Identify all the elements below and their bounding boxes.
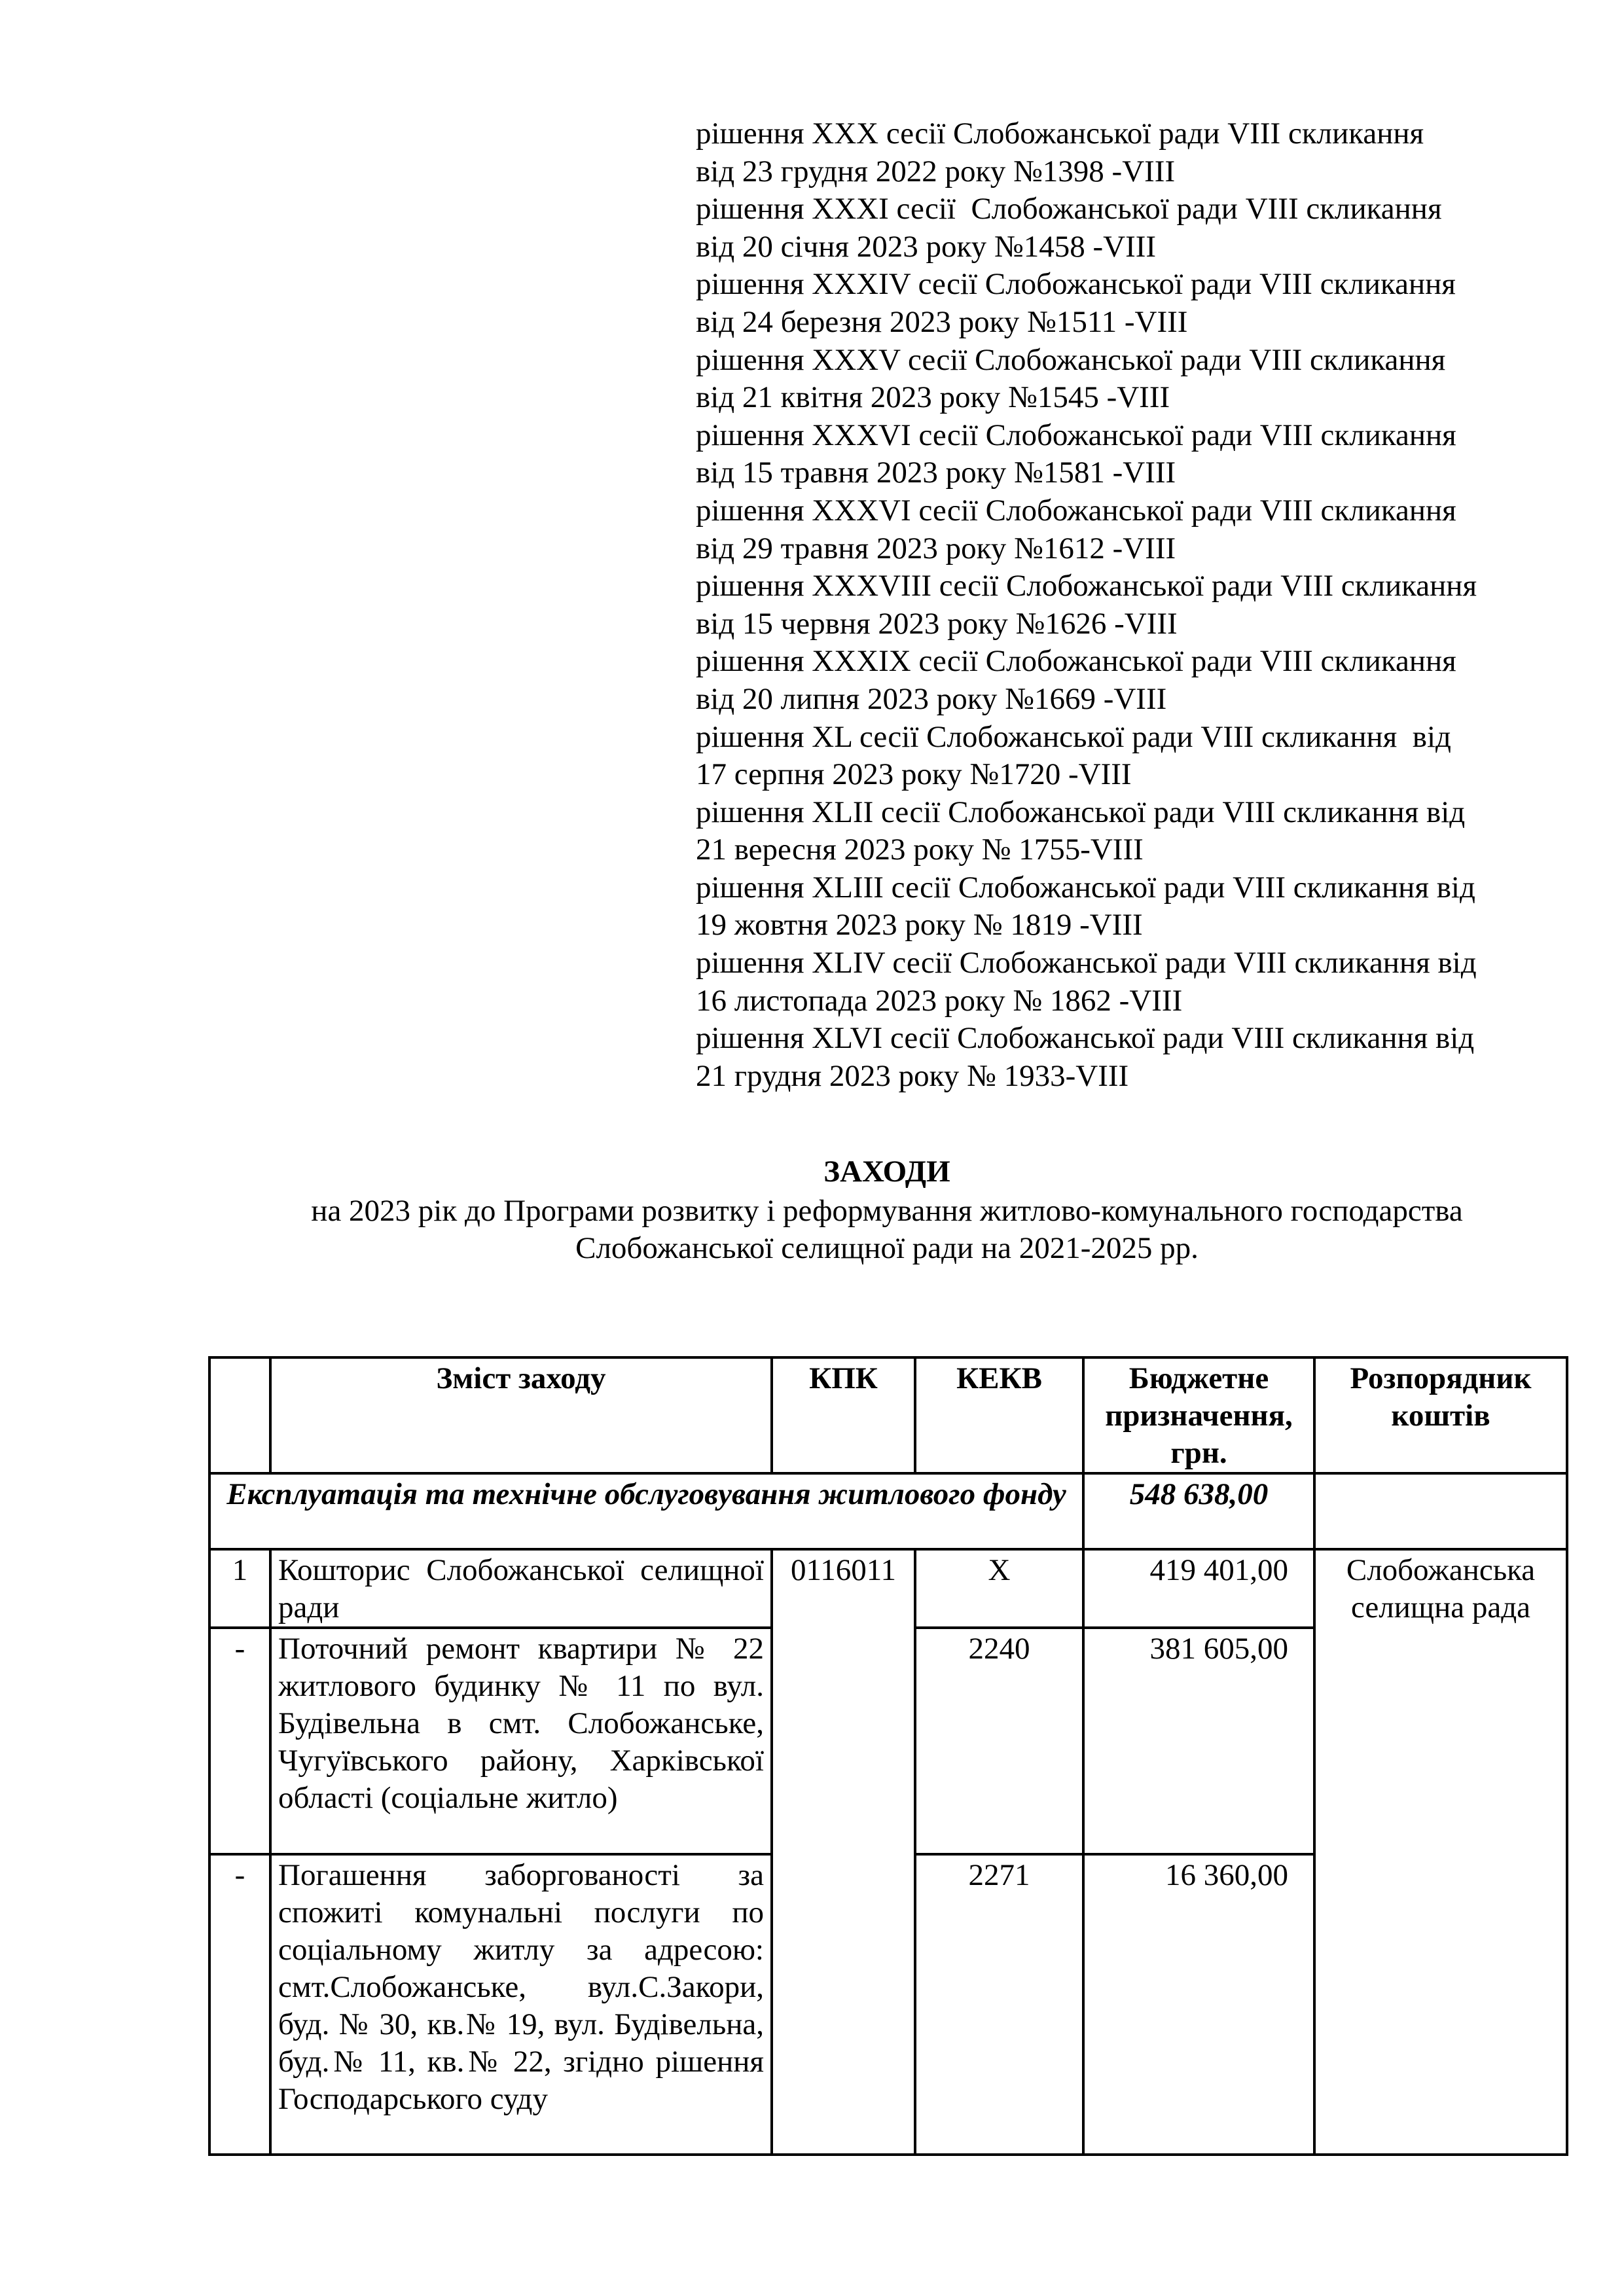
decision-line: 21 вересня 2023 року № 1755-VIII (696, 833, 1144, 867)
decision-line: від 23 грудня 2022 року №1398 -VIII (696, 154, 1176, 188)
decision-line: рішення XLIV сесії Слобожанської ради VIII скликання від (696, 946, 1477, 980)
decision-line: 21 грудня 2023 року № 1933-VIII (696, 1058, 1129, 1093)
section-manager (1314, 1473, 1567, 1549)
measures-table (208, 1356, 1568, 2156)
header-kekv: КЕКВ (915, 1357, 1083, 1473)
decision-line: 16 листопада 2023 року № 1862 -VIII (696, 983, 1183, 1018)
row-kekv: 2271 (915, 1854, 1083, 2155)
row-number: - (209, 1854, 270, 2155)
row-manager: Слобожанська селищна рада (1314, 1549, 1567, 2155)
decision-line: від 20 липня 2023 року №1669 -VIII (696, 681, 1167, 716)
decision-line: від 15 травня 2023 року №1581 -VIII (696, 456, 1176, 490)
decision-line: від 15 червня 2023 року №1626 -VIII (696, 606, 1178, 641)
header-budget: Бюджетне призначення, грн. (1083, 1357, 1314, 1473)
section-budget: 548 638,00 (1083, 1473, 1314, 1549)
row-kekv: X (915, 1549, 1083, 1628)
table-section-row (209, 1473, 1567, 1549)
row-content: Поточний ремонт квартири № 22 житлового будинку № 11 по вул. Будівельна в смт. Слобожанське, Чугуївського району, Харківської області (соціальне житло) (270, 1628, 772, 1854)
row-content: Погашення заборгованості за спожиті комунальні послуги по соціальному житлу за адресою: смт.Слобожанське, вул.С.Закори, буд. № 30, кв.№ 19, вул. Будівельна, буд.№ 11, кв.№ 22, згідно рішення Господарського суду (270, 1854, 772, 2155)
decision-line: рішення XLVI сесії Слобожанської ради VIII скликання від (696, 1021, 1475, 1056)
decision-line: 17 серпня 2023 року №1720 -VIII (696, 757, 1132, 792)
decision-line: рішення XXXV сесії Слобожанської ради VIII скликання (696, 342, 1446, 377)
decision-line: рішення XXXVI сесії Слобожанської ради VIII скликання (696, 418, 1456, 452)
header-content: Зміст заходу (270, 1357, 772, 1473)
section-title: Експлуатація та технічне обслуговування житлового фонду (209, 1473, 1083, 1549)
decision-line: від 20 січня 2023 року №1458 -VIII (696, 229, 1157, 264)
decision-line: рішення XLII сесії Слобожанської ради VIII скликання від (696, 795, 1466, 829)
table-header-row (209, 1357, 1567, 1473)
decision-line: 19 жовтня 2023 року № 1819 -VIII (696, 908, 1143, 942)
decision-line: від 29 травня 2023 року №1612 -VIII (696, 531, 1176, 565)
row-kpk: 0116011 (772, 1549, 915, 2155)
document-title: ЗАХОДИ (823, 1155, 950, 1189)
decision-line: рішення XLIII сесії Слобожанської ради VIII скликання від (696, 870, 1475, 905)
row-kekv: 2240 (915, 1628, 1083, 1854)
row-number: 1 (209, 1549, 270, 1628)
row-content: Кошторис Слобожанської селищної ради (270, 1549, 772, 1628)
document-subtitle-line-2: Слобожанської селищної ради на 2021-2025 рр. (575, 1231, 1199, 1265)
row-budget: 381 605,00 (1083, 1628, 1314, 1854)
decision-line: від 24 березня 2023 року №1511 -VIII (696, 304, 1188, 339)
header-kpk: КПК (772, 1357, 915, 1473)
header-number (209, 1357, 270, 1473)
header-manager: Розпорядник коштів (1314, 1357, 1567, 1473)
decision-line: рішення XXXIV сесії Слобожанської ради VIII скликання (696, 267, 1456, 302)
decision-line: від 21 квітня 2023 року №1545 -VIII (696, 380, 1170, 415)
decision-line: рішення XXXI сесії Слобожанської ради VIII скликання (696, 192, 1442, 226)
row-budget: 419 401,00 (1083, 1549, 1314, 1628)
row-number: - (209, 1628, 270, 1854)
document-title-block (208, 1153, 1566, 1267)
row-budget: 16 360,00 (1083, 1854, 1314, 2155)
decision-line: рішення XXX сесії Слобожанської ради VIII скликання (696, 117, 1424, 151)
decision-line: рішення XL сесії Слобожанської ради VIII скликання від (696, 719, 1451, 754)
document-subtitle-line-1: на 2023 рік до Програми розвитку і реформування житлово-комунального господарства (311, 1194, 1463, 1228)
decision-line: рішення XXXVIII сесії Слобожанської ради VIII скликання (696, 569, 1477, 603)
decisions-list (696, 115, 1573, 1095)
decision-line: рішення XXXVI сесії Слобожанської ради VIII скликання (696, 493, 1456, 528)
table-row (209, 1549, 1567, 1628)
decision-line: рішення XXXIX сесії Слобожанської ради VIII скликання (696, 644, 1456, 679)
